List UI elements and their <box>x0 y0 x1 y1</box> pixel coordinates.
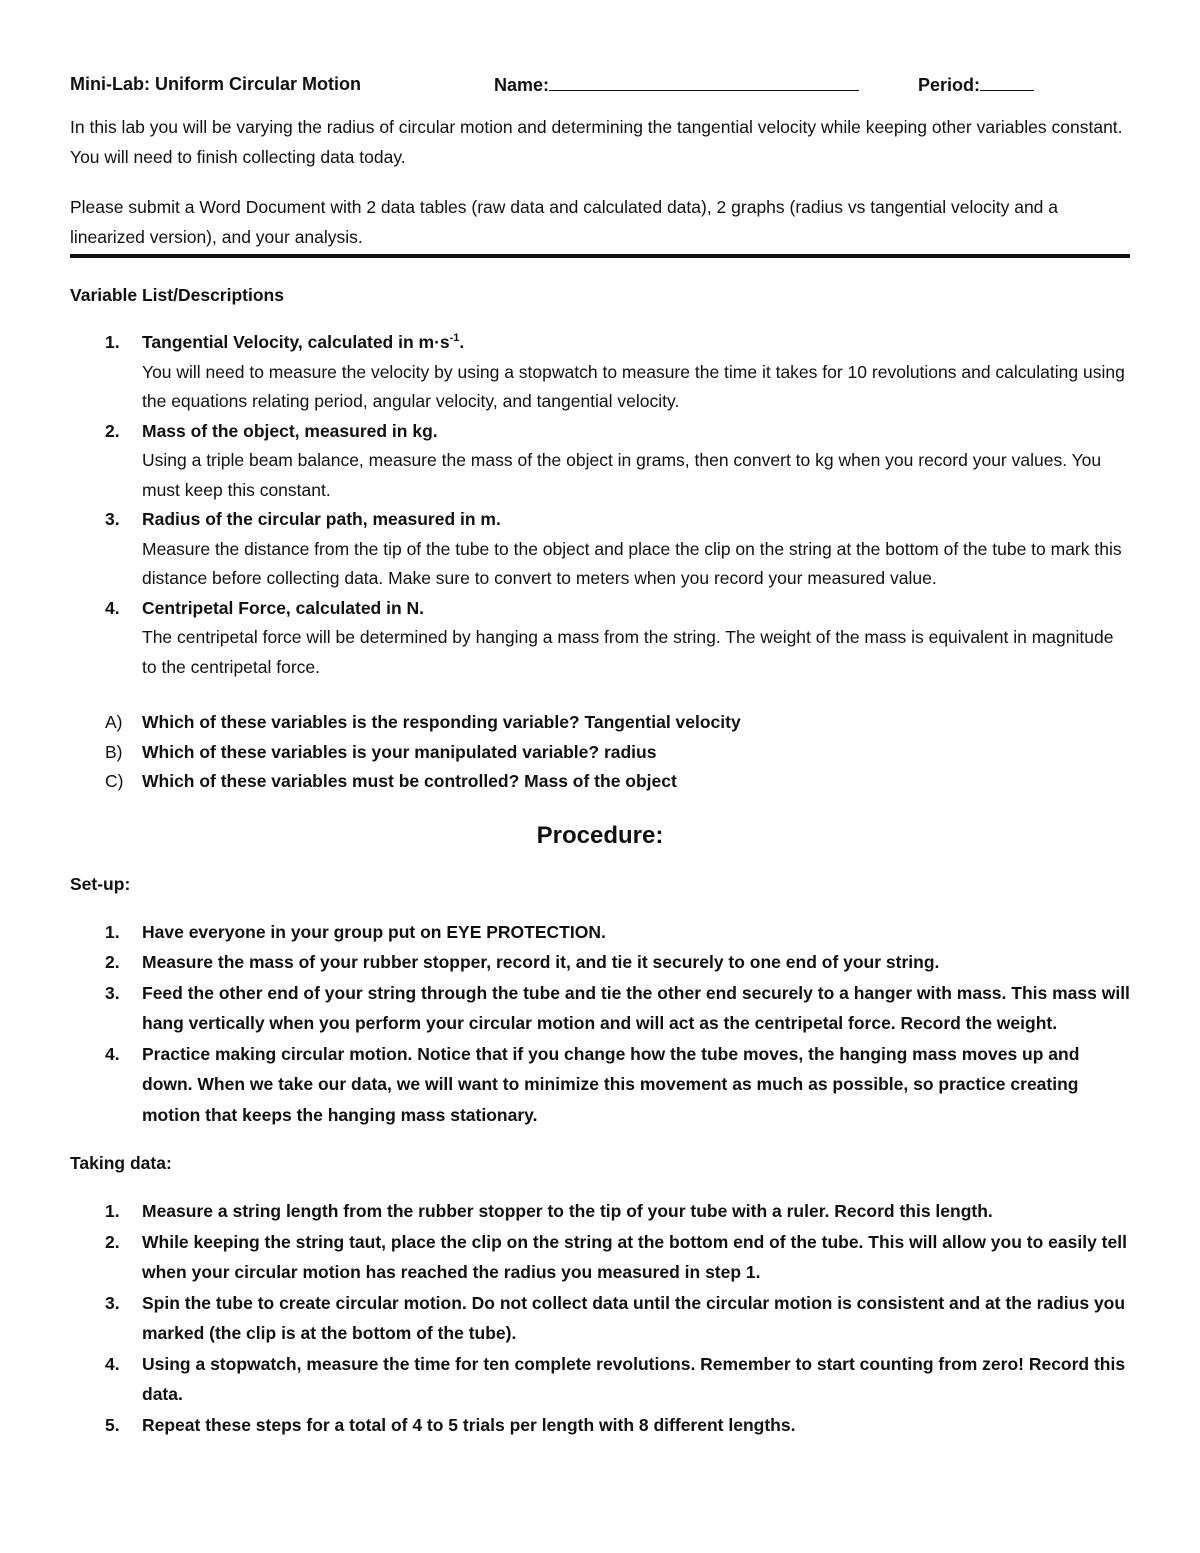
step-text: Measure a string length from the rubber stopper to the tip of your tube with a ruler. Record this length. <box>142 1201 993 1221</box>
list-number: 2. <box>105 420 120 441</box>
list-number: 3. <box>105 509 120 529</box>
question-item <box>70 738 1130 768</box>
variable-list <box>70 328 1130 682</box>
name-field <box>494 74 859 96</box>
step-text: Have everyone in your group put on EYE PROTECTION. <box>142 921 606 942</box>
taking-data-steps <box>70 1196 1130 1440</box>
list-number: 2. <box>105 1231 120 1252</box>
variable-description: Using a triple beam balance, measure the mass of the object in grams, then convert to kg when you record your values. You must keep this constant. <box>142 450 1102 500</box>
name-label: Name: <box>494 75 550 95</box>
step-text: Using a stopwatch, measure the time for ten complete revolutions. Remember to start counting from zero! Record this data. <box>142 1353 1126 1404</box>
period-label: Period: <box>918 75 981 95</box>
question-item <box>70 708 1130 738</box>
lab-title: Mini-Lab: Uniform Circular Motion <box>70 74 361 94</box>
list-number: 1. <box>105 1201 120 1221</box>
horizontal-rule <box>70 254 1130 258</box>
list-number: 4. <box>105 1043 120 1064</box>
question-letter: A) <box>105 712 123 732</box>
list-number: 4. <box>105 597 120 618</box>
variable-title-end: . <box>459 332 465 352</box>
step-text: While keeping the string taut, place the clip on the string at the bottom end of the tube. This will allow you to easily tell when your circular motion has reached the radius you measured in step 1. <box>142 1231 1127 1282</box>
setup-step <box>70 917 1130 948</box>
procedure-heading: Procedure: <box>536 821 664 849</box>
setup-heading: Set-up: <box>70 873 131 894</box>
data-step <box>70 1288 1130 1349</box>
step-text: Feed the other end of your string through the tube and tie the other end securely to a hanger with mass. This mass will hang vertically when you perform your circular motion and will act as the centripetal force. Record the weight. <box>142 982 1130 1033</box>
data-step <box>70 1349 1130 1410</box>
question-text: Which of these variables is your manipulated variable? radius <box>142 741 657 762</box>
list-number: 1. <box>105 921 120 942</box>
variable-title-text: Tangential Velocity, calculated in m·s <box>142 332 450 352</box>
step-text: Spin the tube to create circular motion. Do not collect data until the circular motion is consistent and at the radius you marked (the clip is at the bottom of the tube). <box>142 1292 1126 1343</box>
step-text: Repeat these steps for a total of 4 to 5 trials per length with 8 different lengths. <box>142 1414 796 1435</box>
list-number: 5. <box>105 1414 120 1435</box>
question-list <box>70 708 1130 797</box>
variable-item <box>70 328 1130 417</box>
step-text: Measure the mass of your rubber stopper, record it, and tie it securely to one end of your string. <box>142 952 940 972</box>
question-letter: C) <box>105 771 124 791</box>
question-text: Which of these variables must be controlled? Mass of the object <box>142 771 677 791</box>
document-header <box>70 66 1130 96</box>
setup-step <box>70 978 1130 1039</box>
list-number: 3. <box>105 982 120 1003</box>
question-item <box>70 767 1130 797</box>
question-letter: B) <box>105 741 123 762</box>
document-page <box>70 66 1130 1440</box>
step-text: Practice making circular motion. Notice that if you change how the tube moves, the hanging mass moves up and down. When we take our data, we will want to minimize this movement as much as possible, so practice creating motion that keeps the hanging mass stationary. <box>142 1043 1080 1125</box>
intro-paragraph-1: In this lab you will be varying the radius of circular motion and determining the tangential velocity while keeping other variables constant. You will need to finish collecting data today. <box>70 117 1123 167</box>
question-text: Which of these variables is the responding variable? Tangential velocity <box>142 712 741 732</box>
variable-list-heading: Variable List/Descriptions <box>70 285 284 305</box>
list-number: 2. <box>105 952 120 972</box>
name-blank-line <box>549 74 859 91</box>
data-step <box>70 1227 1130 1288</box>
data-step <box>70 1196 1130 1227</box>
variable-title: Centripetal Force, calculated in N. <box>142 597 425 618</box>
variable-item <box>70 417 1130 506</box>
setup-step <box>70 947 1130 978</box>
taking-data-heading: Taking data: <box>70 1153 172 1173</box>
setup-steps <box>70 917 1130 1131</box>
exponent: -1 <box>449 332 460 345</box>
variable-item <box>70 594 1130 683</box>
period-field <box>918 74 1034 96</box>
period-blank-line <box>980 74 1034 91</box>
list-number: 4. <box>105 1353 120 1374</box>
list-number: 1. <box>105 332 120 352</box>
variable-item <box>70 505 1130 594</box>
data-step <box>70 1410 1130 1441</box>
intro-paragraph-2: Please submit a Word Document with 2 data tables (raw data and calculated data), 2 graphs (radius vs tangential velocity and a linearized version), and your analysis. <box>70 197 1058 247</box>
variable-title <box>142 332 464 352</box>
variable-description: You will need to measure the velocity by using a stopwatch to measure the time it takes for 10 revolutions and calculating using the equations relating period, angular velocity, and tangential velocity. <box>142 361 1125 411</box>
variable-description: The centripetal force will be determined by hanging a mass from the string. The weight of the mass is equivalent in magnitude to the centripetal force. <box>142 627 1114 677</box>
list-number: 3. <box>105 1292 120 1313</box>
variable-title: Radius of the circular path, measured in m. <box>142 509 501 529</box>
setup-step <box>70 1039 1130 1131</box>
variable-title: Mass of the object, measured in kg. <box>142 420 438 441</box>
variable-description: Measure the distance from the tip of the tube to the object and place the clip on the string at the bottom of the tube to mark this distance before collecting data. Make sure to convert to meters when you record your measured value. <box>142 538 1122 588</box>
